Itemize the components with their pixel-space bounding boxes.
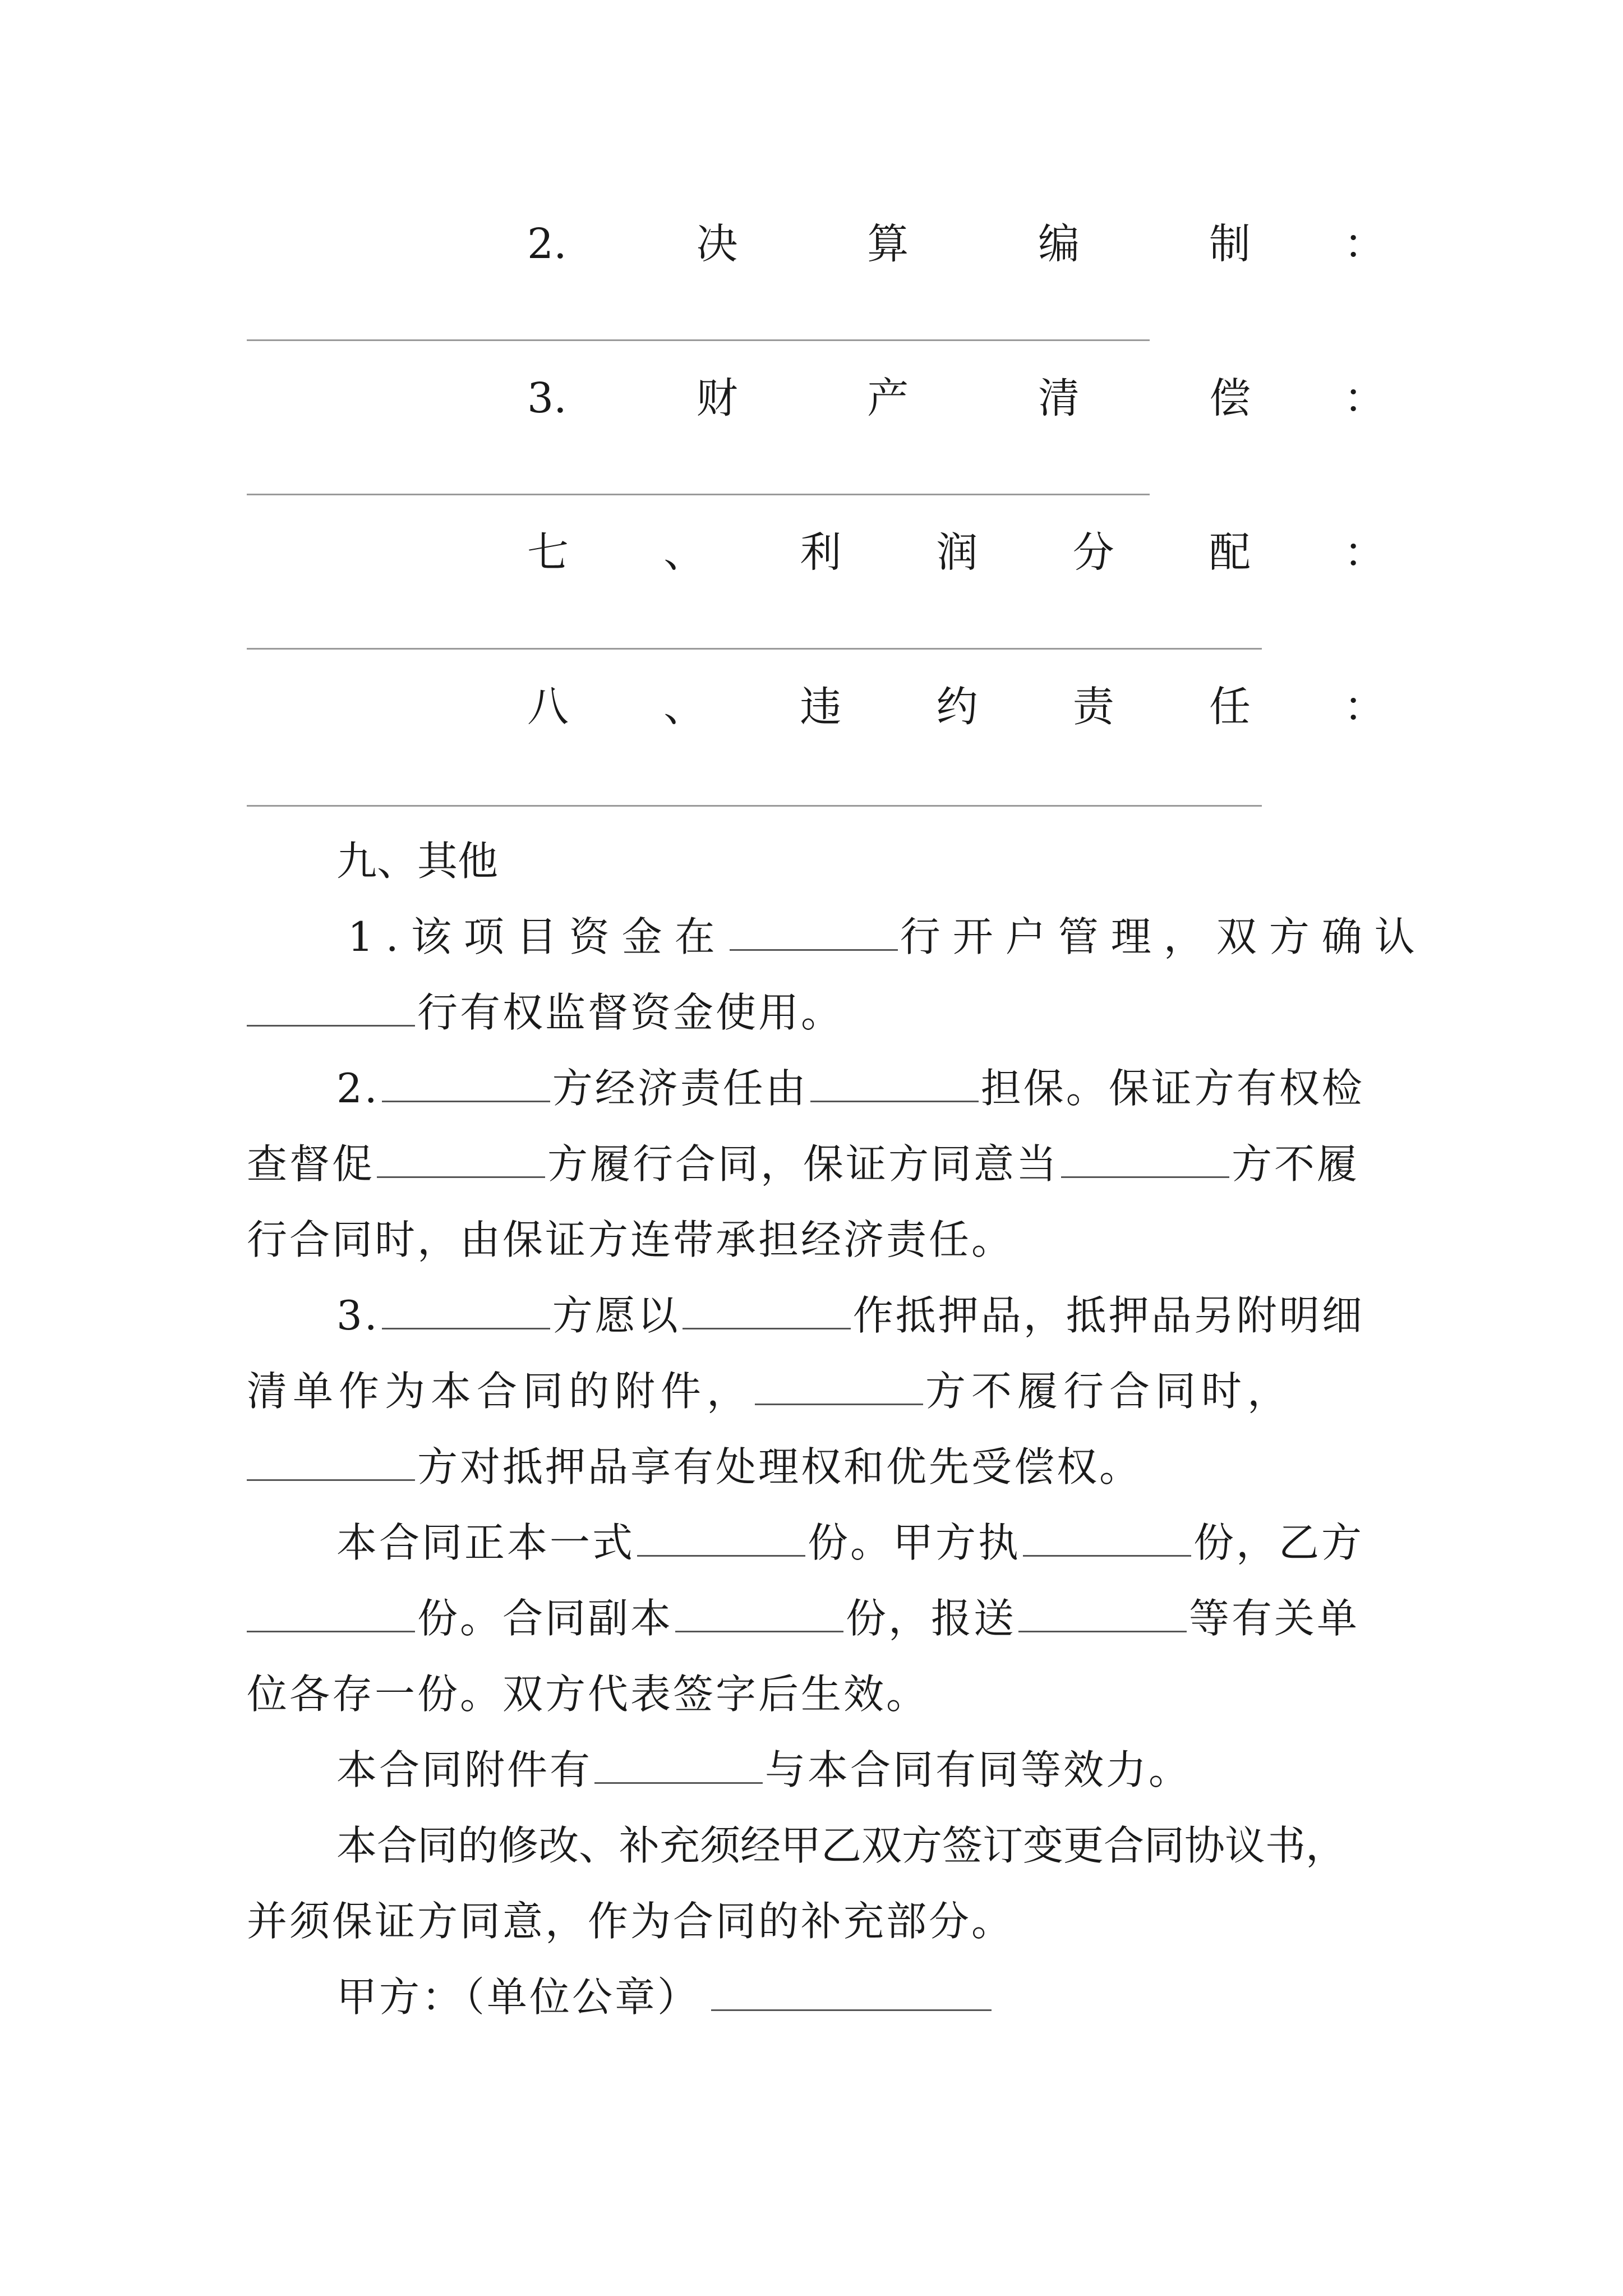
heading-char: 偿 xyxy=(1209,374,1251,422)
blank-field[interactable] xyxy=(1018,1597,1187,1632)
clause-text: 方经济责任由 xyxy=(552,1065,808,1112)
heading-char: 分 xyxy=(1072,528,1114,577)
clause-text: 行开户管理，双方确认 xyxy=(900,913,1427,960)
blank-field[interactable] xyxy=(594,1749,763,1784)
blank-field[interactable] xyxy=(382,1067,550,1102)
heading-char: 约 xyxy=(936,683,978,731)
blank-field[interactable] xyxy=(1061,1143,1229,1178)
fill-line xyxy=(247,494,1150,495)
item-property-settlement-heading xyxy=(527,367,1251,429)
section-breach-liability-heading xyxy=(527,676,1251,738)
heading-char: 2. xyxy=(527,220,567,268)
blank-field[interactable] xyxy=(382,1294,550,1329)
clause-text: 方履行合同，保证方同意当 xyxy=(547,1140,1059,1188)
clause-text: 查督促 xyxy=(247,1140,375,1188)
clause-text: 方不履行合同时， xyxy=(925,1368,1294,1415)
section-other-heading: 九、其他 xyxy=(336,838,499,885)
blank-field[interactable] xyxy=(377,1143,545,1178)
clause-2-line-1 xyxy=(336,1057,1364,1119)
clause-text: 担保。保证方有权检 xyxy=(980,1065,1364,1112)
clause-1-line-1 xyxy=(348,906,1427,968)
blank-field[interactable] xyxy=(247,1597,415,1632)
heading-char: 清 xyxy=(1038,374,1080,422)
copies-line-2 xyxy=(247,1588,1359,1649)
clause-text: 作抵押品，抵押品另附明细 xyxy=(852,1292,1364,1339)
heading-char: 七 xyxy=(527,528,569,577)
blank-field[interactable] xyxy=(755,1370,923,1405)
copies-line-1 xyxy=(336,1512,1364,1573)
blank-field[interactable] xyxy=(675,1597,843,1632)
attachments-line xyxy=(336,1739,1191,1801)
clause-text: 份。甲方执 xyxy=(808,1519,1021,1566)
heading-char: 润 xyxy=(936,528,978,577)
heading-colon: ： xyxy=(1344,220,1385,268)
blank-field[interactable] xyxy=(1023,1521,1191,1557)
clause-text: 方不履 xyxy=(1232,1140,1360,1188)
clause-text: 1.该项目资金在 xyxy=(348,913,727,960)
party-a-signature-line xyxy=(336,1966,994,2028)
clause-text: 与本合同有同等效力。 xyxy=(765,1746,1192,1793)
clause-text: 本合同附件有 xyxy=(336,1746,593,1793)
clause-text: 本合同正本一式 xyxy=(336,1519,635,1566)
clause-text: 方愿以 xyxy=(552,1292,680,1339)
clause-text: 份，乙方 xyxy=(1193,1519,1364,1566)
blank-field[interactable] xyxy=(730,915,898,951)
blank-field[interactable] xyxy=(247,991,415,1027)
clause-text: 份。合同副本 xyxy=(417,1595,674,1642)
clause-text: 等有关单 xyxy=(1189,1595,1360,1642)
clause-3-line-1 xyxy=(336,1285,1364,1346)
heading-char: 制 xyxy=(1209,220,1251,268)
clause-text: 行有权监督资金使用。 xyxy=(417,989,844,1036)
clause-text: 份，报送 xyxy=(846,1595,1017,1642)
heading-char: 利 xyxy=(800,528,842,577)
heading-colon: ： xyxy=(1344,683,1385,731)
heading-char: 责 xyxy=(1072,683,1114,731)
fill-line xyxy=(247,339,1150,341)
fill-line xyxy=(247,648,1262,650)
clause-text: 3. xyxy=(336,1292,380,1339)
heading-char: 违 xyxy=(800,683,842,731)
amendment-line-1: 本合同的修改、补充须经甲乙双方签订变更合同协议书， xyxy=(336,1822,1347,1869)
heading-colon: ： xyxy=(1344,528,1385,577)
clause-3-line-2 xyxy=(247,1360,1293,1422)
copies-line-3: 位各存一份。双方代表签字后生效。 xyxy=(247,1671,929,1718)
clause-1-line-2 xyxy=(247,982,843,1043)
blank-field[interactable] xyxy=(683,1294,851,1329)
heading-char: 配 xyxy=(1209,528,1251,577)
clause-3-line-3 xyxy=(247,1436,1142,1498)
heading-char: 、 xyxy=(663,683,706,731)
heading-char: 算 xyxy=(867,220,909,268)
clause-text: 2. xyxy=(336,1065,380,1112)
heading-char: 八 xyxy=(527,683,569,731)
blank-field[interactable] xyxy=(637,1521,805,1557)
heading-char: 产 xyxy=(867,374,909,422)
heading-char: 、 xyxy=(663,528,706,577)
heading-char: 3. xyxy=(527,374,567,422)
amendment-line-2: 并须保证方同意，作为合同的补充部分。 xyxy=(247,1898,1015,1945)
item-final-accounts-heading xyxy=(527,213,1251,275)
heading-colon: ： xyxy=(1344,374,1385,422)
heading-char: 财 xyxy=(696,374,738,422)
heading-char: 任 xyxy=(1209,683,1251,731)
section-profit-distribution-heading xyxy=(527,522,1251,583)
clause-text: 清单作为本合同的附件， xyxy=(247,1368,753,1415)
clause-text: 方对抵押品享有处理权和优先受偿权。 xyxy=(417,1443,1142,1490)
blank-field[interactable] xyxy=(810,1067,979,1102)
heading-char: 决 xyxy=(696,220,738,268)
clause-2-line-2 xyxy=(247,1133,1359,1195)
fill-line xyxy=(247,805,1262,807)
signature-field[interactable] xyxy=(711,1976,992,2011)
heading-char: 编 xyxy=(1038,220,1080,268)
blank-field[interactable] xyxy=(247,1446,415,1481)
signature-label: 甲方：（单位公章） xyxy=(336,1973,700,2021)
clause-2-line-3: 行合同时，由保证方连带承担经济责任。 xyxy=(247,1216,1015,1263)
